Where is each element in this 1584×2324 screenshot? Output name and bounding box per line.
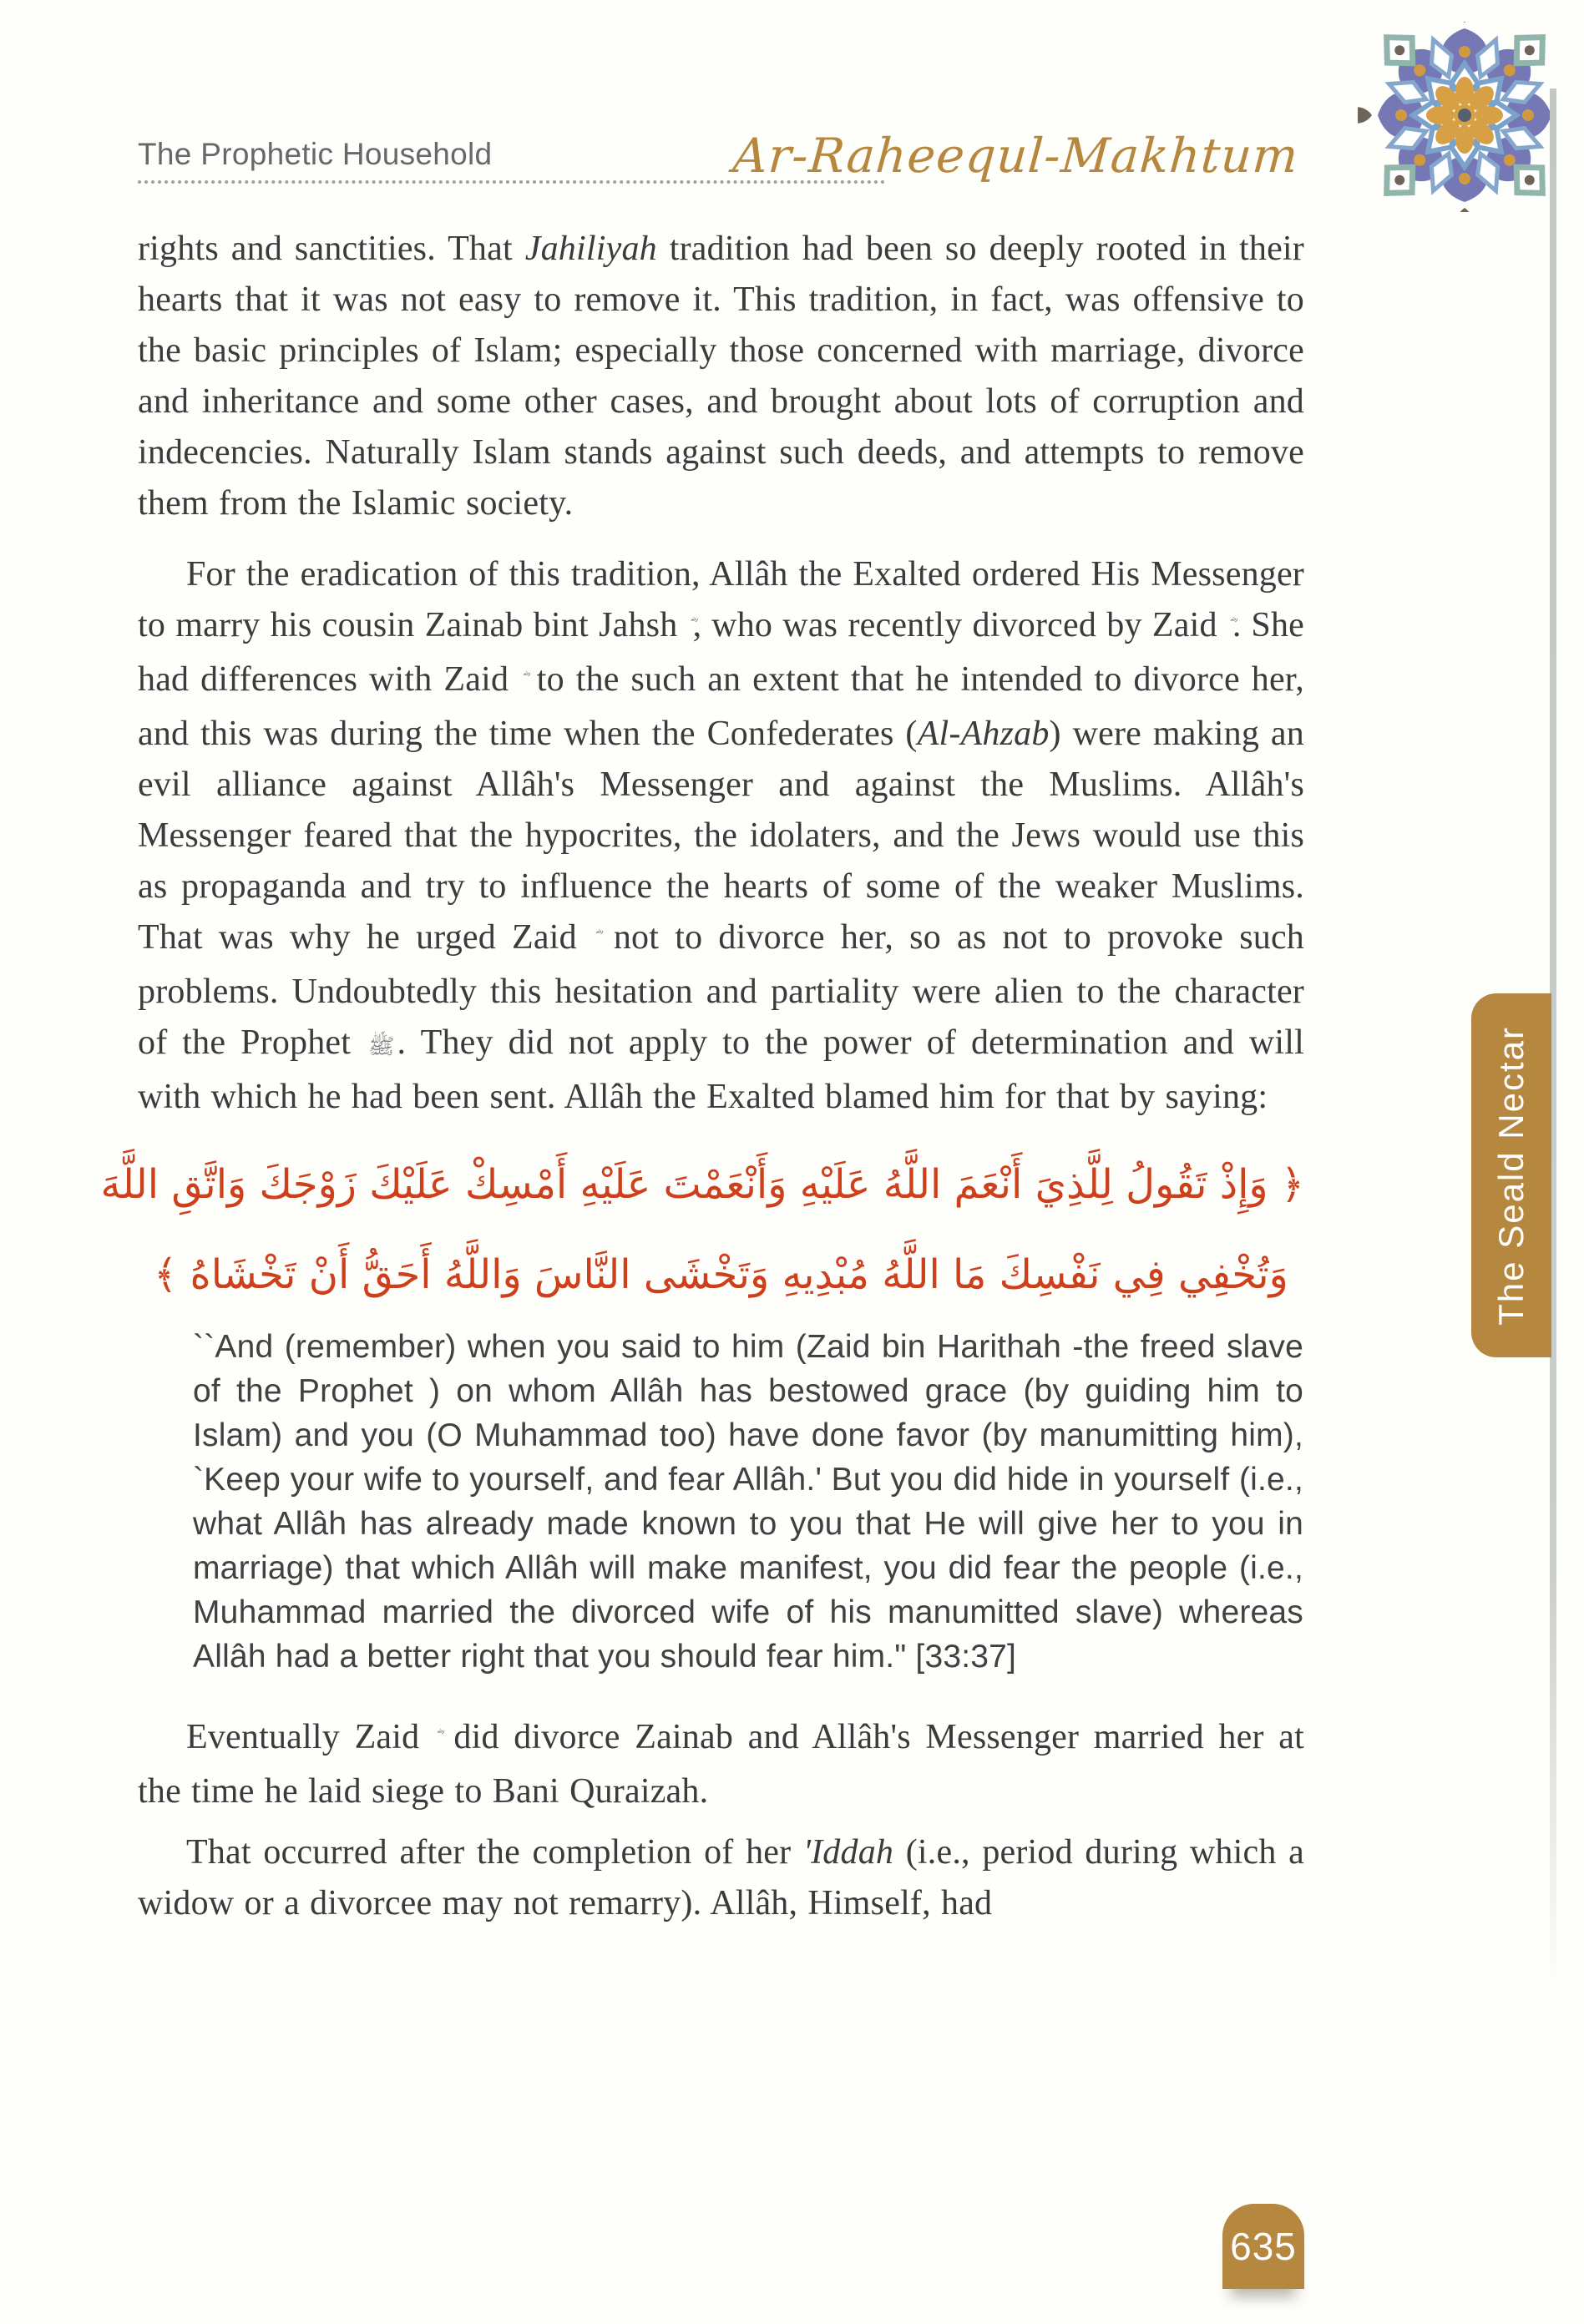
- quran-verse: [100, 1139, 1304, 1320]
- honorific-symbol: ﷺ: [368, 1034, 395, 1058]
- paragraph-jahiliyah-tradition: [138, 224, 1304, 529]
- page-number-badge: [1222, 2204, 1304, 2289]
- quran-verse-line-1: ﴿ وَإِذْ تَقُولُ لِلَّذِيَ أَنْعَمَ اللَّهُ عَلَيْهِ وَأَنْعَمْتَ عَلَيْهِ أَمْسِكْ عَلَيْكَ زَوْجَكَ وَاتَّقِ اللَّهَ: [100, 1161, 1304, 1208]
- italic-term: 'Iddah: [802, 1833, 894, 1872]
- text-run: That occurred after the completion of her: [186, 1833, 803, 1872]
- section-title: The Prophetic Household: [138, 137, 493, 171]
- chapter-tab: [1471, 993, 1551, 1357]
- text-run: to the such an extent that he intended to divorce her, and this was during the time when the Confederates (: [138, 660, 1305, 753]
- text-run: . She had differences with Zaid: [138, 606, 1304, 699]
- text-run: (i.e., period during which a widow or a divorcee may not remarry). Allâh, Himself, had: [138, 1833, 1304, 1922]
- text-run: ) were making an evil alliance against Allâh's Messenger and against the Muslims. Allâh's Messenger feared that the hypocrites, the idolaters, and the Jews would use this as propaganda and try to influence the hearts of some of the weaker Muslims. That was why he urged Zaid: [138, 715, 1304, 957]
- text-run: tradition had been so deeply rooted in their hearts that it was not easy to remove it. This tradition, in fact, was offensive to the basic principles of Islam; especially those concerned with marriage, divorce and inheritance and some other cases, and brought about lots of corruption and indecencies. Naturally Islam stands against such deeds, and attempts to remove them from the Islamic society.: [138, 230, 1304, 523]
- corner-ornament-icon: [1358, 22, 1554, 212]
- text-run: For the eradication of this tradition, Allâh the Exalted ordered His Messenger to marry his cousin Zainab bint Jahsh: [138, 555, 1304, 644]
- book-title-script: Ar-Raheequl-Makhtum: [731, 129, 1301, 184]
- text-run: . They did not apply to the power of determination and will with which he had been sent. Allâh the Exalted blamed him for that by saying:: [138, 1023, 1304, 1116]
- paragraph-iddah-completion: [138, 1827, 1304, 1929]
- italic-term: Al-Ahzab: [917, 715, 1050, 753]
- paragraph-eventual-divorce: [138, 1712, 1304, 1817]
- text-run: rights and sanctities. That: [138, 230, 525, 268]
- page-content: [100, 224, 1305, 1929]
- page-number: 635: [1230, 2225, 1297, 2268]
- text-run: did divorce Zainab and Allâh's Messenger married her at the time he laid siege to Bani Quraizah.: [138, 1718, 1304, 1811]
- paragraph-eradication-order: [138, 549, 1304, 1123]
- text-run: , who was recently divorced by Zaid: [692, 606, 1227, 644]
- italic-term: Jahiliyah: [524, 230, 657, 268]
- chapter-tab-label: The Seald Nectar: [1491, 1025, 1531, 1326]
- quran-verse-line-2: وَتُخْفِي فِي نَفْسِكَ مَا اللَّهُ مُبْدِيهِ وَتَخْشَى النَّاسَ وَاللَّهُ أَحَقُّ أَنْ تَخْشَاهُ ﴾: [154, 1251, 1288, 1298]
- text-run: not to divorce her, so as not to provoke such problems. Undoubtedly this hesitation and partiality were alien to the character of the Prophet: [138, 918, 1304, 1062]
- text-run: Eventually Zaid: [186, 1718, 434, 1756]
- verse-translation: ``And (remember) when you said to him (Zaid bin Harithah -the freed slave of the Prophet ) on whom Allâh has bestowed grace (by guiding him to Islam) and you (O Muhammad too) have done favor (by manumitting him), `Keep your wife to yourself, and fear Allâh.' But you did hide in yourself (i.e., what Allâh has already made known to you that He will give her to you in marriage) that which Allâh will make manifest, you did fear the people (i.e., Muhammad married the divorced wife of his manumitted slave) whereas Allâh had a better right that you should fear him." [33:37]: [193, 1329, 1303, 1675]
- page-header: [138, 124, 1307, 240]
